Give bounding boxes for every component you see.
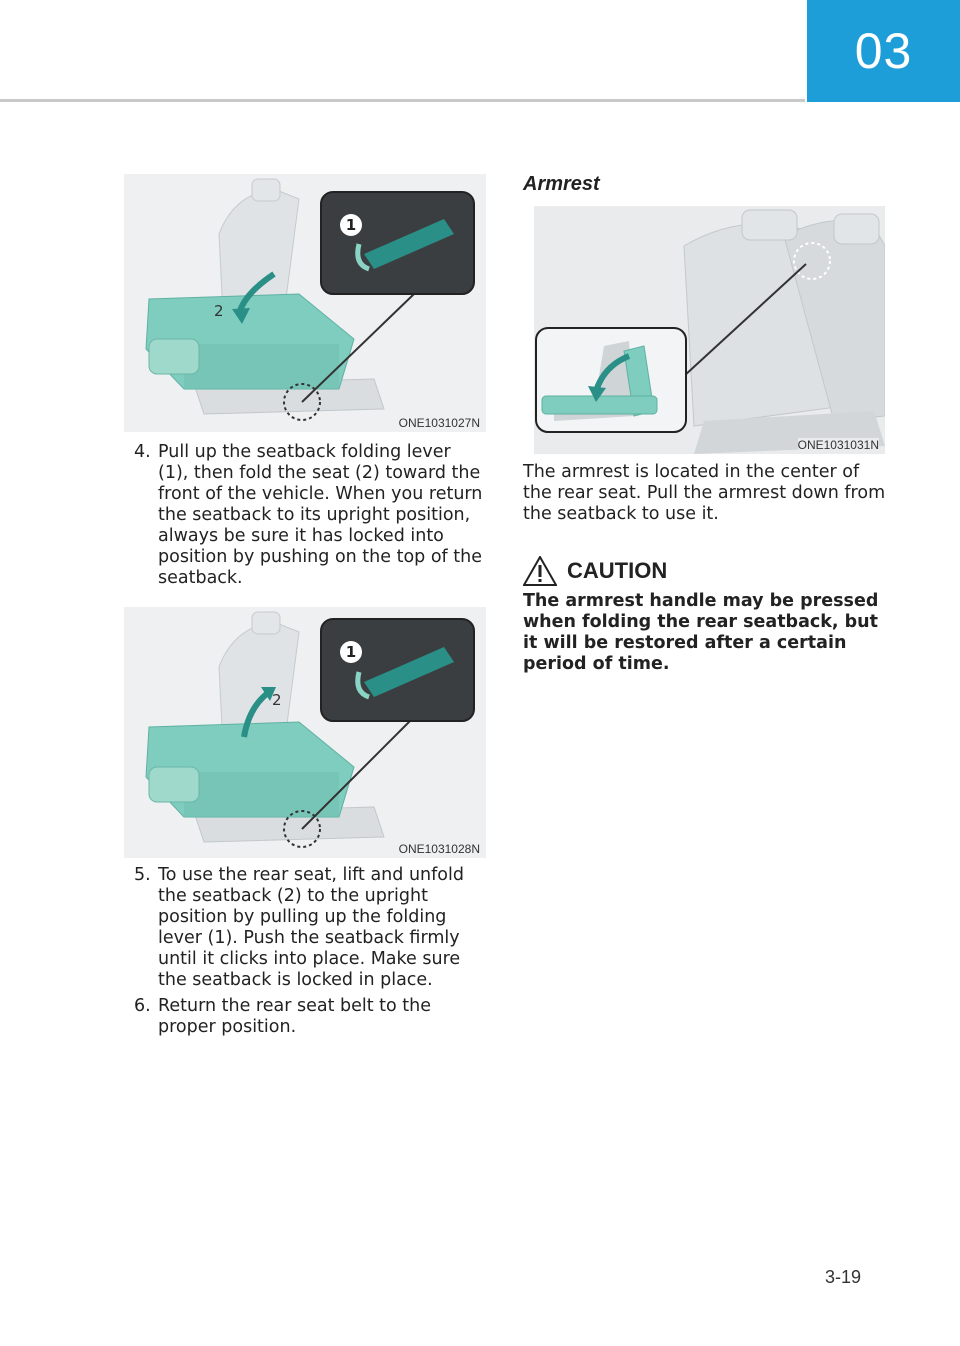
fig1-callout-1: 1 [340, 214, 362, 236]
figure-code: ONE1031028N [398, 842, 480, 856]
section-heading-armrest: Armrest [523, 173, 600, 195]
step-number: 6. [134, 996, 151, 1016]
fig2-callout-2: 2 [272, 691, 282, 709]
step-text: Pull up the seatback folding lever (1), then fold the seat (2) toward the front of the vehicle. When you return the seatback to its upright position, always be sure it has locked into position by pushing on the top of the seatback. [158, 442, 483, 588]
step-text: Return the rear seat belt to the proper position. [158, 996, 432, 1037]
caution-header [523, 556, 667, 586]
step-number: 4. [134, 442, 151, 462]
step-text: To use the rear seat, lift and unfold the seatback (2) to the upright position by pulling up the folding lever (1). Push the seatback firmly until it clicks into place. Make sure the seatback is locked in place. [158, 865, 464, 990]
warning-icon [523, 556, 557, 586]
page-number: 3-19 [825, 1267, 862, 1287]
armrest-illustration [534, 206, 885, 454]
fold-seat-illustration [124, 174, 486, 432]
armrest-description: The armrest is located in the center of the rear seat. Pull the armrest down from the seatback to use it. [523, 462, 886, 524]
figure-fold-seatback [124, 174, 486, 432]
step-number: 5. [134, 865, 151, 885]
figure-code: ONE1031031N [797, 438, 879, 452]
chapter-tab [807, 0, 960, 102]
fig2-callout-1: 1 [340, 641, 362, 663]
figure-unfold-seatback [124, 607, 486, 858]
chapter-number: 03 [854, 23, 913, 79]
header-rule [0, 99, 805, 102]
unfold-seat-illustration [124, 607, 486, 858]
figure-armrest [534, 206, 885, 454]
figure-code: ONE1031027N [398, 416, 480, 430]
fig1-callout-2: 2 [214, 302, 224, 320]
caution-text: The armrest handle may be pressed when folding the rear seatback, but it will be restored after a certain period of time. [523, 591, 879, 674]
caution-title: CAUTION [567, 558, 668, 583]
